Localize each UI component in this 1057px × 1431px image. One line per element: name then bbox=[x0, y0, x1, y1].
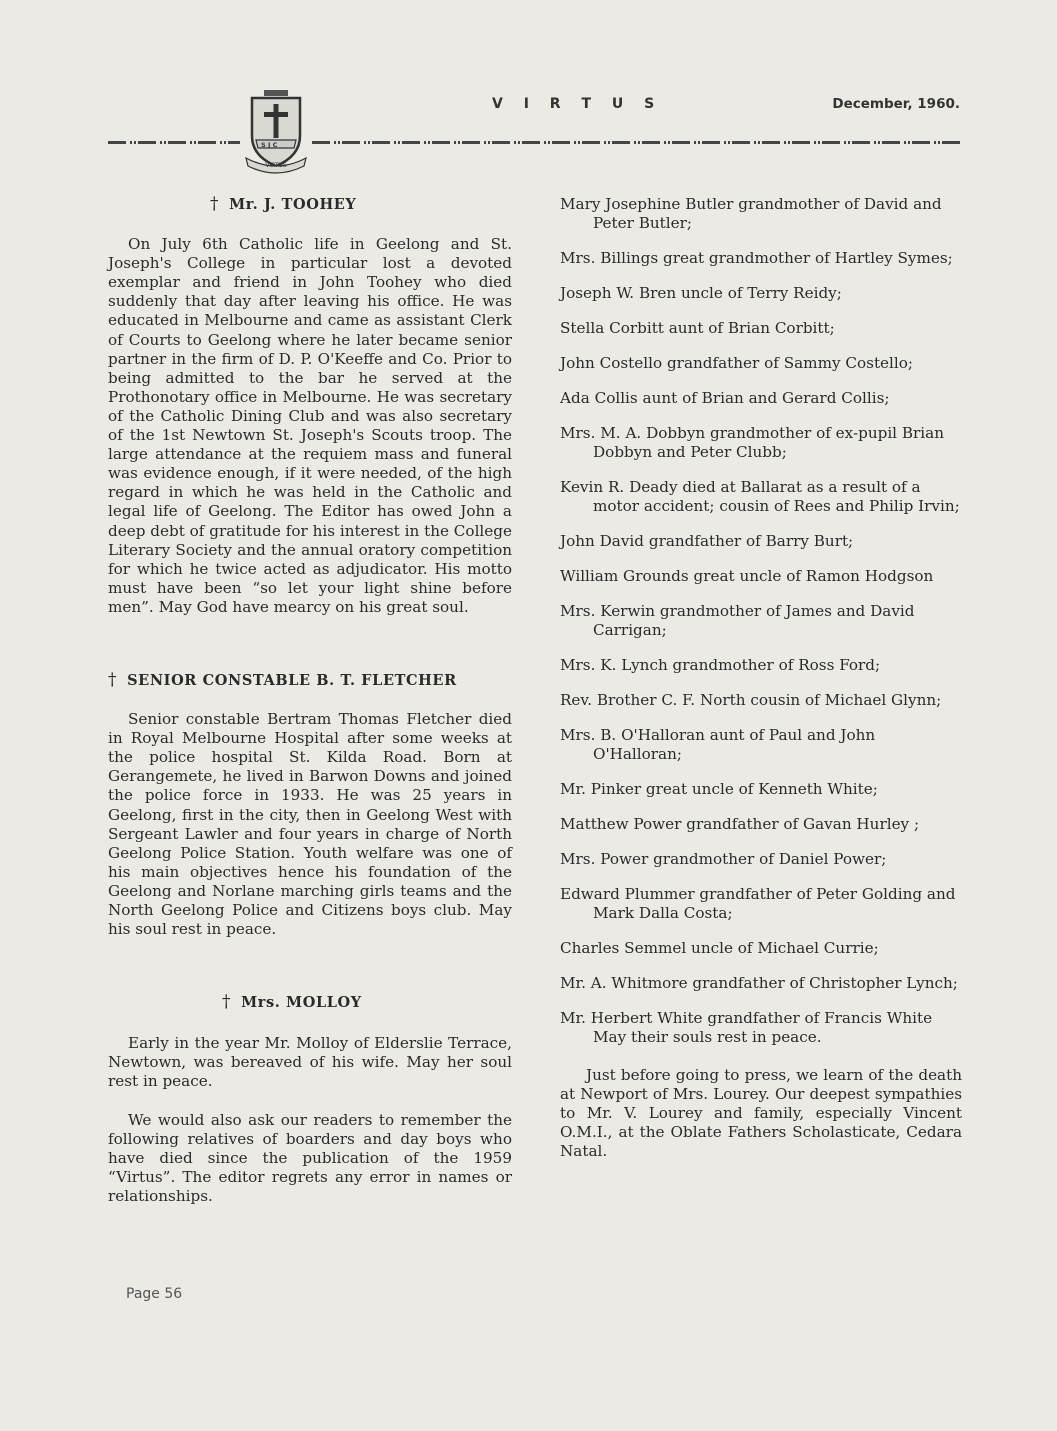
closing-note: Just before going to press, we learn of the death at Newport of Mrs. Lourey. Our deepest sympathies to Mr. V. Lourey and family, especially Vincent O.M.I., at the Oblate Fathers Scholasticate, Cedara Natal. bbox=[560, 1066, 962, 1161]
page-number: Page 56 bbox=[126, 1286, 183, 1302]
relatives-list bbox=[560, 195, 962, 1047]
obituary-body-toohey: On July 6th Catholic life in Geelong and St. Joseph's College in particular lost a devoted exemplar and friend in John Toohey who died suddenly that day after leaving his office. He was educated in Melbourne and came as assistant Clerk of Courts to Geelong where he later became senior partner in the firm of D. P. O'Keeffe and Co. Prior to being admitted to the bar he served at the Prothonotary office in Melbourne. He was secretary of the Catholic Dining Club and was also secretary of the 1st Newtown St. Joseph's Scouts troop. The large attendance at the requiem mass and funeral was evidence enough, if it were needed, of the high regard in which he was held in the Catholic and legal life of Geelong. The Editor has owed John a deep debt of gratitude for his interest in the College Literary Society and the annual oratory competition for which he twice acted as adjudicator. His motto must have been “so let your light shine before men”. May God have mearcy on his great soul. bbox=[108, 235, 512, 616]
molloy-heading-wrap bbox=[108, 993, 512, 1012]
obituary-body-fletcher: Senior constable Bertram Thomas Fletcher died in Royal Melbourne Hospital after some weeks at the police hospital St. Kilda Road. Born at Gerangemete, he lived in Barwon Downs and joined the police force in 1933. He was 25 years in Geelong, first in the city, then in Geelong West with Sergeant Lawler and four years in charge of North Geelong Police Station. Youth welfare was one of his main objectives hence his foundation of the Geelong and Norlane marching girls teams and the North Geelong Police and Citizens boys club. May his soul rest in peace. bbox=[108, 710, 512, 939]
relative-entry: Mrs. M. A. Dobbyn grandmother of ex-pupil Brian Dobbyn and Peter Clubb; bbox=[560, 424, 944, 461]
relative-entry: Matthew Power grandfather of Gavan Hurley ; bbox=[560, 815, 920, 833]
obituary-heading-fletcher bbox=[108, 671, 512, 690]
obituary-body-molloy: Early in the year Mr. Molloy of Elderslie Terrace, Newtown, was bereaved of his wife. May her soul rest in peace. bbox=[108, 1034, 512, 1091]
relative-entry: Kevin R. Deady died at Ballarat as a result of a motor accident; cousin of Rees and Philip Irvin; bbox=[560, 478, 960, 515]
relative-entry: Charles Semmel uncle of Michael Currie; bbox=[560, 939, 879, 957]
header-rule-right bbox=[312, 141, 960, 144]
magazine-title: V I R T U S bbox=[492, 96, 663, 112]
cross-icon: † bbox=[222, 992, 232, 1013]
relative-entry: Edward Plummer grandfather of Peter Golding and Mark Dalla Costa; bbox=[560, 885, 956, 922]
obituary-heading-molloy bbox=[222, 993, 512, 1012]
heading-text: SENIOR CONSTABLE B. T. FLETCHER bbox=[127, 671, 457, 689]
relative-entry: William Grounds great uncle of Ramon Hodgson bbox=[560, 567, 934, 585]
obituary-heading-toohey bbox=[210, 195, 512, 214]
relative-entry: Mr. A. Whitmore grandfather of Christopher Lynch; bbox=[560, 974, 958, 992]
relative-entry: Mrs. B. O'Halloran aunt of Paul and John O'Halloran; bbox=[560, 726, 876, 763]
relative-entry: Mrs. Kerwin grandmother of James and David Carrigan; bbox=[560, 602, 915, 639]
page-header bbox=[108, 88, 960, 188]
cross-icon: † bbox=[108, 669, 118, 690]
heading-text: Mrs. MOLLOY bbox=[241, 994, 362, 1012]
relative-entry: Ada Collis aunt of Brian and Gerard Collis; bbox=[560, 389, 890, 407]
left-column bbox=[108, 195, 512, 1206]
fletcher-heading-wrap bbox=[108, 671, 512, 690]
relative-entry: Mr. Pinker great uncle of Kenneth White; bbox=[560, 780, 878, 798]
relative-entry: Joseph W. Bren uncle of Terry Reidy; bbox=[560, 284, 842, 302]
college-crest-icon bbox=[244, 88, 308, 174]
relative-entry: John David grandfather of Barry Burt; bbox=[560, 532, 854, 550]
right-column bbox=[560, 195, 962, 1161]
crest-motto: VIRTUS bbox=[265, 162, 287, 169]
remembrance-request: We would also ask our readers to remember the following relatives of boarders and day boys who have died since the publication of the 1959 “Virtus”. The editor regrets any error in names or relationships. bbox=[108, 1110, 512, 1205]
relative-entry: Mrs. Power grandmother of Daniel Power; bbox=[560, 850, 887, 868]
relative-entry: Mrs. K. Lynch grandmother of Ross Ford; bbox=[560, 656, 881, 674]
crest-initials: S J C bbox=[261, 141, 278, 149]
relative-entry: Mary Josephine Butler grandmother of David and Peter Butler; bbox=[560, 195, 942, 232]
cross-icon: † bbox=[210, 194, 220, 214]
relative-entry: John Costello grandfather of Sammy Costello; bbox=[560, 354, 914, 372]
header-rule-left bbox=[108, 141, 240, 144]
heading-text: Mr. J. TOOHEY bbox=[229, 196, 357, 213]
relative-entry: Mrs. Billings great grandmother of Hartley Symes; bbox=[560, 249, 953, 267]
issue-date: December, 1960. bbox=[832, 96, 960, 112]
relative-entry: Stella Corbitt aunt of Brian Corbitt; bbox=[560, 319, 835, 337]
relative-entry: Mr. Herbert White grandfather of Francis White May their souls rest in peace. bbox=[560, 1009, 933, 1046]
relative-entry: Rev. Brother C. F. North cousin of Michael Glynn; bbox=[560, 691, 942, 709]
toohey-heading-wrap bbox=[108, 195, 512, 214]
